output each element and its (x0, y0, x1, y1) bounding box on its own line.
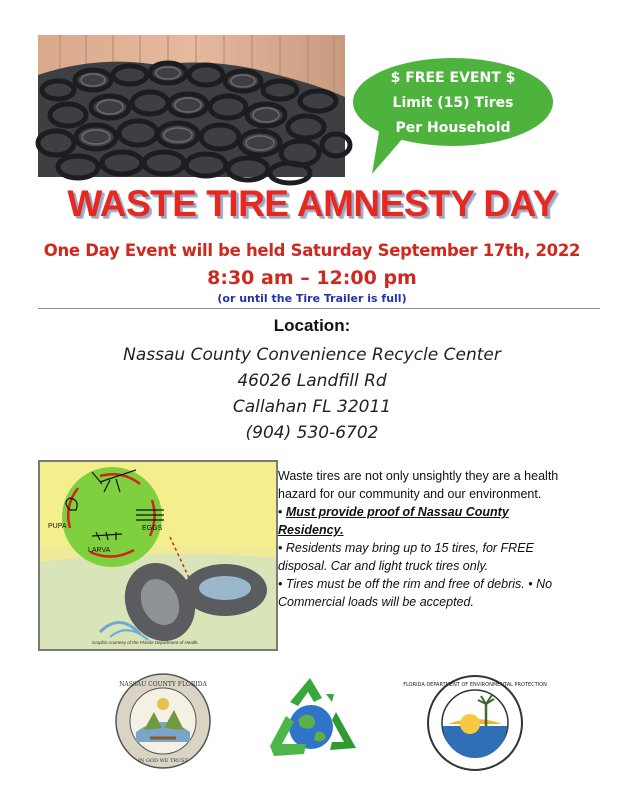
event-date: One Day Event will be held Saturday September 17th, 2022 (43, 241, 581, 260)
residency-requirement: Must provide proof of Nassau County Residency. (278, 505, 509, 537)
dep-seal-text: FLORIDA DEPARTMENT OF ENVIRONMENTAL PROTECTION (403, 682, 547, 688)
tire-pile-photo (38, 35, 345, 177)
location-city: Callahan FL 32011 (232, 397, 392, 417)
event-until-note: (or until the Tire Trailer is full) (217, 292, 407, 305)
event-time: 8:30 am – 12:00 pm (207, 267, 417, 289)
county-seal-text: NASSAU COUNTY FLORIDA (119, 681, 207, 688)
info-block: Waste tires are not only unsightly they are a health hazard for our community and our environment. • Must provide proof of Nassau County Residency. • Residents may bring up to 15 tires, for FREE disposal. Car and light truck tires only. • Tires must be off the rim and free of debris. • No Commercial loads will be accepted. (278, 467, 574, 611)
bubble-limit: Limit (15) Tires (392, 95, 514, 111)
info-bullet-tires: Residents may bring up to 15 tires, for FREE disposal. Car and light truck tires only. (278, 541, 534, 573)
page-title: WASTE TIRE AMNESTY DAY (67, 183, 557, 224)
county-motto: IN GOD WE TRUST (137, 758, 189, 764)
divider (38, 308, 600, 309)
location-name: Nassau County Convenience Recycle Center (123, 345, 501, 365)
recycle-globe-icon (260, 672, 362, 772)
nassau-county-seal (114, 672, 212, 770)
bullet-dot: • (278, 505, 286, 519)
florida-dep-seal (403, 674, 547, 772)
stage-larva-label: LARVA (88, 547, 111, 554)
stage-eggs-label: EGGS (142, 525, 163, 532)
stage-pupa-label: PUPA (48, 523, 67, 530)
location-phone: (904) 530-6702 (245, 423, 379, 443)
location-street: 46026 Landfill Rd (237, 371, 387, 391)
bullet-dot: • (278, 577, 286, 591)
bubble-free-event: $ FREE EVENT $ (390, 70, 516, 86)
info-bullet-commercial: No Commercial loads will be accepted. (278, 577, 553, 609)
bubble-household: Per Household (395, 120, 511, 136)
mosquito-lifecycle-graphic (38, 460, 278, 651)
graphic-credit: Graphic courtesy of the Florida Department of Health. (92, 640, 199, 645)
location-label: Location: (273, 316, 351, 335)
info-bullet-rim: Tires must be off the rim and free of debris. (285, 577, 525, 591)
info-intro: Waste tires are not only unsightly they are a health hazard for our community and our environment. (278, 469, 559, 501)
bullet-dot: • (278, 541, 286, 555)
